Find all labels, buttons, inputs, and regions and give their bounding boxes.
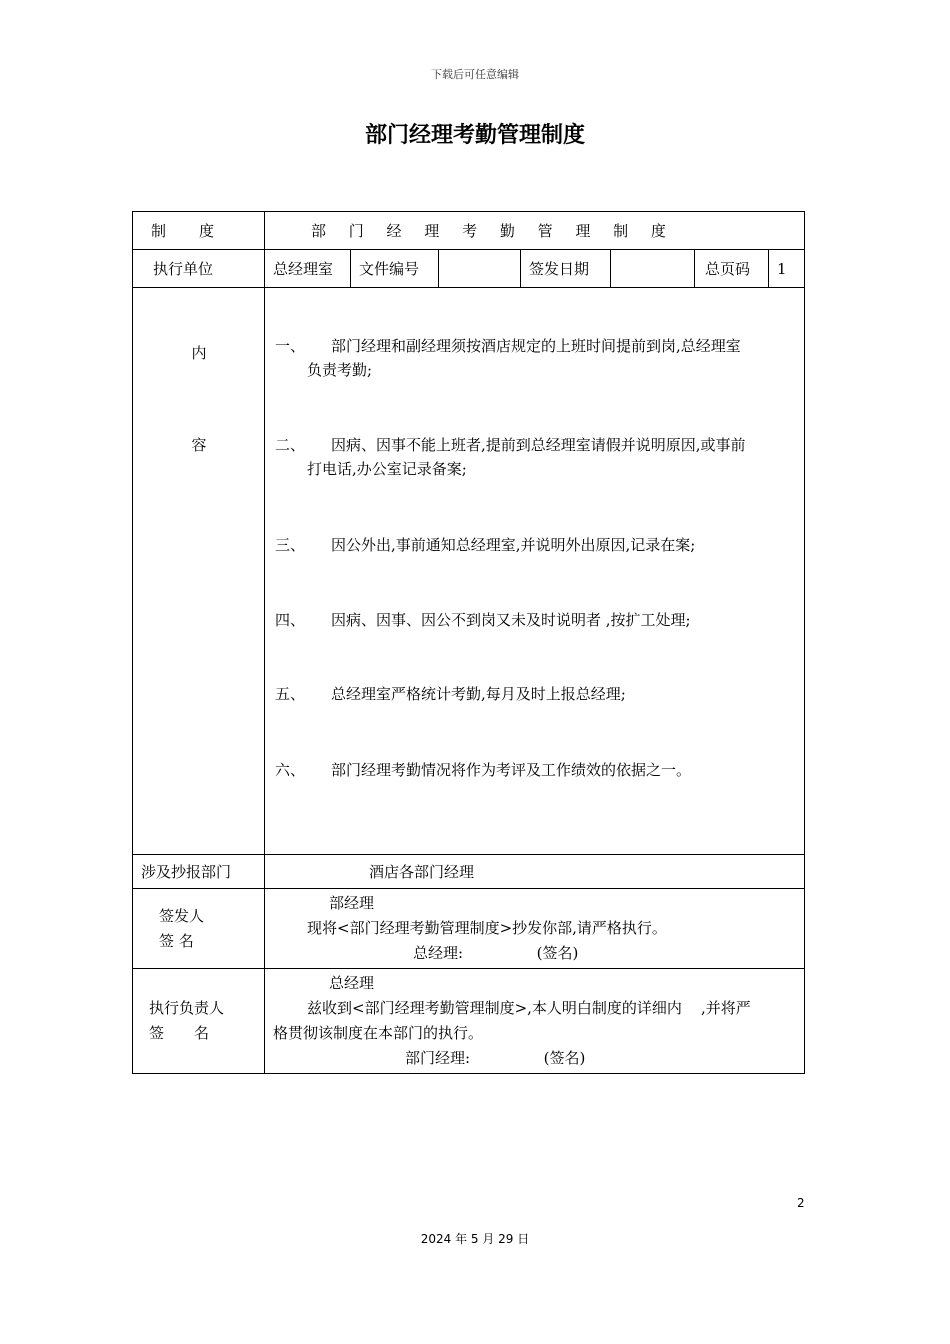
doc-number-label: 文件编号 <box>351 250 439 288</box>
total-pages-value: 1 <box>769 250 805 288</box>
content-item: 一、 部门经理和副经理须按酒店规定的上班时间提前到岗,总经理室 负责考勤; <box>275 337 741 379</box>
content-items-cell <box>265 288 805 855</box>
header-note: 下载后可任意编辑 <box>431 68 519 81</box>
issuer-recipient: 部经理 <box>329 894 375 912</box>
page-number: 2 <box>797 1196 805 1210</box>
content-item: 四、 因病、因事、因公不到岗又未及时说明者 ,按扩工处理; <box>275 611 691 629</box>
exec-signature-line <box>273 1046 796 1071</box>
exec-ack-cont: 格贯彻该制度在本部门的执行。 <box>273 1024 484 1042</box>
total-pages-label: 总页码 <box>695 250 769 288</box>
exec-sign-label: 签 名 <box>149 1024 210 1042</box>
issue-date-value <box>611 250 695 288</box>
policy-label: 制 度 <box>133 212 265 250</box>
footer-date: 2024 年 5 月 29 日 <box>420 1232 530 1246</box>
exec-sign-mark: (签名) <box>543 1049 586 1067</box>
issuer-label: 签发人 <box>159 906 205 925</box>
exec-content-cell <box>265 969 805 1074</box>
policy-name: 部 门 经 理 考 勤 管 理 制 度 <box>265 212 805 250</box>
issuer-label-cell <box>133 889 265 969</box>
issuer-signature-line <box>273 941 796 966</box>
content-item: 五、 总经理室严格统计考勤,每月及时上报总经理; <box>275 685 626 703</box>
content-label-cell <box>133 288 265 855</box>
copy-dept-value: 酒店各部门经理 <box>265 855 805 889</box>
exec-unit-value: 总经理室 <box>265 250 351 288</box>
content-label-1: 内 <box>191 344 207 362</box>
content-item: 六、 部门经理考勤情况将作为考评及工作绩效的依据之一。 <box>275 761 692 779</box>
doc-number-value <box>439 250 521 288</box>
issue-date-label: 签发日期 <box>521 250 611 288</box>
content-item: 三、 因公外出,事前通知总经理室,并说明外出原因,记录在案; <box>275 536 696 554</box>
policy-form-table <box>132 211 805 1074</box>
issuer-sign-mark: (签名) <box>536 944 579 962</box>
issuer-signer: 总经理: <box>413 944 464 962</box>
exec-recipient: 总经理 <box>329 974 375 992</box>
exec-label-cell <box>133 969 265 1074</box>
copy-dept-label: 涉及抄报部门 <box>133 855 265 889</box>
exec-unit-label: 执行单位 <box>133 250 265 288</box>
content-item: 二、 因病、因事不能上班者,提前到总经理室请假并说明原因,或事前 打电话,办公室记录备案; <box>275 436 746 478</box>
content-label-2: 容 <box>191 436 207 454</box>
issuer-notice: 现将<部门经理考勤管理制度>抄发你部,请严格执行。 <box>307 919 667 937</box>
exec-label: 执行负责人 <box>149 999 225 1017</box>
issuer-sign-label: 签 名 <box>159 931 194 950</box>
issuer-content-cell <box>265 889 805 969</box>
document-title: 部门经理考勤管理制度 <box>364 123 585 148</box>
exec-ack: 兹收到<部门经理考勤管理制度>,本人明白制度的详细内 ,并将严 <box>307 999 751 1017</box>
exec-signer: 部门经理: <box>405 1049 471 1067</box>
